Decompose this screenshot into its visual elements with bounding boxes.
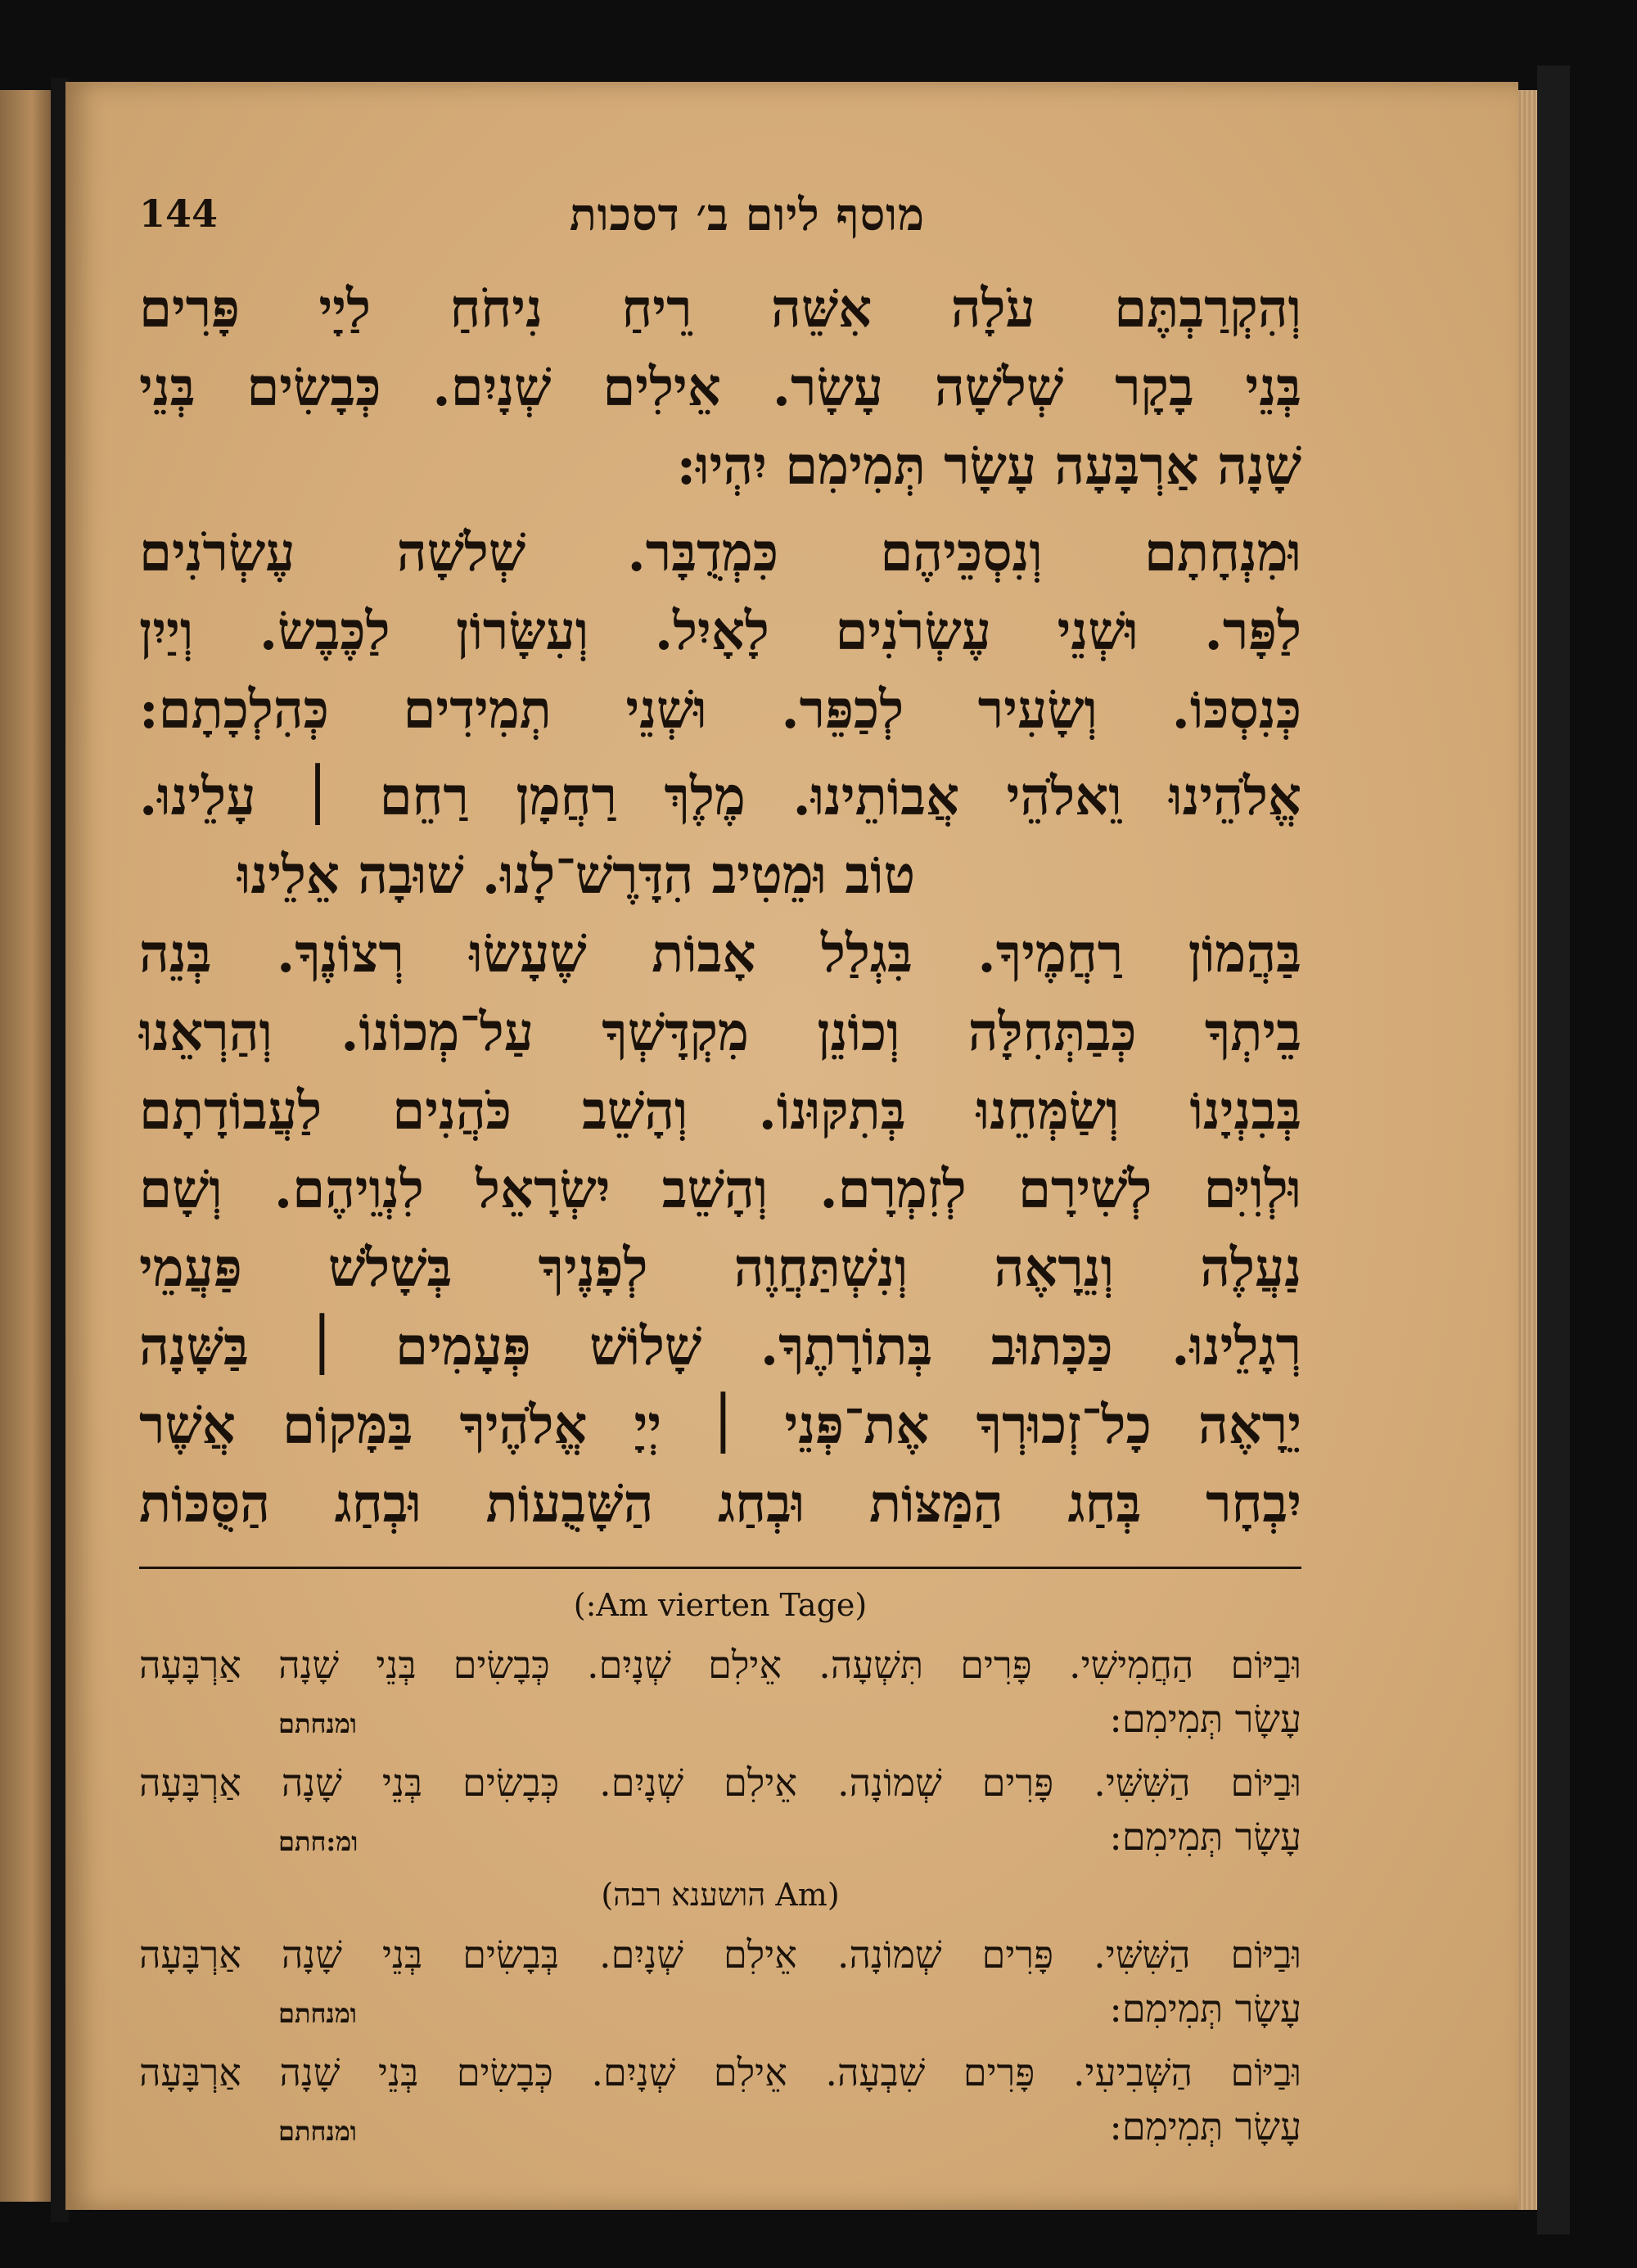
note-item bbox=[139, 1638, 1301, 1746]
text-line: בְּבִנְיָנוֹ וְשַׂמְּחֵנוּ בְּתִקּוּנוֹ. וְהָשֵׁב כֹּהֲנִים לַעֲבוֹדָתָם bbox=[139, 1080, 1301, 1142]
note-line-end bbox=[139, 1810, 1301, 1864]
page-number: 144 bbox=[139, 192, 219, 236]
text-line: בְּנֵי בָקָר שְׁלשָׁה עָשָׂר. אֵילִים שְׁנָיִם. כְּבָשִׂים בְּנֵי bbox=[139, 357, 1301, 418]
paragraph-2 bbox=[139, 514, 1301, 750]
section-divider bbox=[139, 1567, 1301, 1569]
catchword: ומנחתם bbox=[278, 2116, 357, 2147]
text-line: אֱלֹהֵינוּ וֵאלֹהֵי אֲבוֹתֵינוּ. מֶלֶךְ רַחֲמָן רַחֵם ׀ עָלֵינוּ. bbox=[139, 766, 1301, 827]
note-line-end bbox=[139, 1692, 1301, 1746]
note-line: עָשָׂר תְּמִימִם: bbox=[1109, 1815, 1301, 1859]
text-line: כְּנִסְכּוֹ. וְשָׂעִיר לְכַפֵּר. וּשְׁנֵי תְמִידִים כְּהִלְכָתָם: bbox=[139, 679, 1301, 741]
book-cover-edge bbox=[1537, 65, 1570, 2234]
running-title: מוסף ליום ב׳ דסכות bbox=[569, 188, 925, 241]
paragraph-3 bbox=[139, 758, 1301, 1544]
text-line: לַפָּר. וּשְׁנֵי עֶשְׂרֹנִים לָאָיִל. וְעִשָּׂרוֹן לַכֶּבֶשׂ. וְיַיִן bbox=[139, 601, 1301, 662]
text-line: נַעֲלֶה וְנֵרָאֶה וְנִשְׁתַּחֲוֶה לְפָנֶיךָ בְּשָׁלֹשׁ פַּעֲמֵי bbox=[139, 1238, 1301, 1299]
catchword: ומנחתם bbox=[278, 1708, 357, 1739]
text-line: וּלְוִיִּם לְשִׁירָם לְזִמְרָם. וְהָשֵׁב יִשְׂרָאֵל לִנְוֵיהֶם. וְשָׁם bbox=[139, 1159, 1301, 1220]
note-item bbox=[139, 1928, 1301, 2036]
note-item bbox=[139, 1756, 1301, 1864]
note-label: (Am vierten Tage:) bbox=[573, 1587, 868, 1623]
note-line: וּבַיּוֹם הַשִּׁשִּׁי. פָּרִים שְׁמוֹנָה. אֵילִם שְׁנָיִם. בְּבָשִׂים בְּנֵי שָׁנָה אַרְבָּעָה bbox=[139, 1932, 1301, 1977]
catchword: ומנחתם bbox=[278, 1998, 357, 2029]
note-line: וּבַיּוֹם הַשִּׁשִּׁי. פָּרִים שְׁמוֹנָה. אֵילִם שְׁנָיִם. כְּבָשִׂים בְּנֵי שָׁנָה אַרְבָּעָה bbox=[139, 1761, 1301, 1805]
text-line: טוֹב וּמֵטִיב הִדָּרֶשׁ־לָנוּ. שׁוּבָה אֵלֵינוּ bbox=[237, 845, 916, 906]
paragraph-1 bbox=[139, 270, 1301, 506]
main-text bbox=[139, 270, 1301, 1544]
notes-section bbox=[139, 1584, 1301, 2153]
text-line: רְגָלֵינוּ. כַּכָּתוּב בְּתוֹרָתֶךָ. שָׁלוֹשׁ פְּעָמִים ׀ בַּשָּׁנָה bbox=[139, 1316, 1301, 1377]
text-line: יִבְחָר בְּחַג הַמַּצּוֹת וּבְחַג הַשָּׁבֻעוֹת וּבְחַג הַסֻּכּוֹת bbox=[139, 1473, 1301, 1535]
note-line: וּבַיּוֹם הַחֲמִישִׁי. פָּרִים תִּשְׁעָה. אֵילִם שְׁנָיִם. כְּבָשִׂים בְּנֵי שָׁנָה אַרְבָּעָה bbox=[139, 1643, 1301, 1687]
text-line: יֵרָאֶה כָל־זְכוּרְךָ אֶת־פְּנֵי ׀ יְיָ אֱלֹהֶיךָ בַּמָּקוֹם אֲשֶׁר bbox=[139, 1395, 1301, 1456]
note-line-end bbox=[139, 2099, 1301, 2153]
catchword: ומ:חתם bbox=[278, 1826, 359, 1857]
text-line: בַּהֲמוֹן רַחֲמֶיךָ. בִּגְלַל אָבוֹת שֶׁעָשׂוּ רְצוֹנֶךָ. בְּנֵה bbox=[139, 923, 1301, 985]
note-item bbox=[139, 2045, 1301, 2153]
page-content bbox=[139, 188, 1301, 2163]
text-line: וּמִנְחָתָם וְנִסְכֵּיהֶם כִּמְדֻבָּר. שְׁלשָׁה עֶשְׂרֹנִים bbox=[139, 522, 1301, 584]
text-line: בֵיתְךָ כְּבַתְּחִלָּה וְכוֹנֵן מִקְדָּשְׁךָ עַל־מְכוֹנוֹ. וְהַרְאֵנוּ bbox=[139, 1002, 1301, 1063]
text-line: שָׁנָה אַרְבָּעָה עָשָׂר תְּמִימִם יִהְיוּ: bbox=[676, 435, 1301, 497]
note-line: וּבַיּוֹם הַשְּׁבִיעִי. פָּרִים שִׁבְעָה. אֵילִם שְׁנָיִם. כְּבָשִׂים בְּנֵי שָׁנָה אַרְבָּעָה bbox=[139, 2050, 1301, 2094]
note-line-end bbox=[139, 1982, 1301, 2036]
note-line: עָשָׂר תְּמִימִם: bbox=[1109, 1986, 1301, 2031]
note-line: עָשָׂר תְּמִימִם: bbox=[1109, 2104, 1301, 2149]
previous-page-edge bbox=[0, 90, 57, 2202]
note-line: עָשָׂר תְּמִימִם: bbox=[1109, 1697, 1301, 1741]
note-label: (Am הושענא רבה) bbox=[601, 1877, 840, 1913]
text-line: וְהִקְרַבְתֶּם עֹלָה אִשֵּׁה רֵיחַ נִיחֹחַ לַיָי פָּרִים bbox=[139, 278, 1301, 340]
page-header bbox=[139, 188, 1301, 262]
